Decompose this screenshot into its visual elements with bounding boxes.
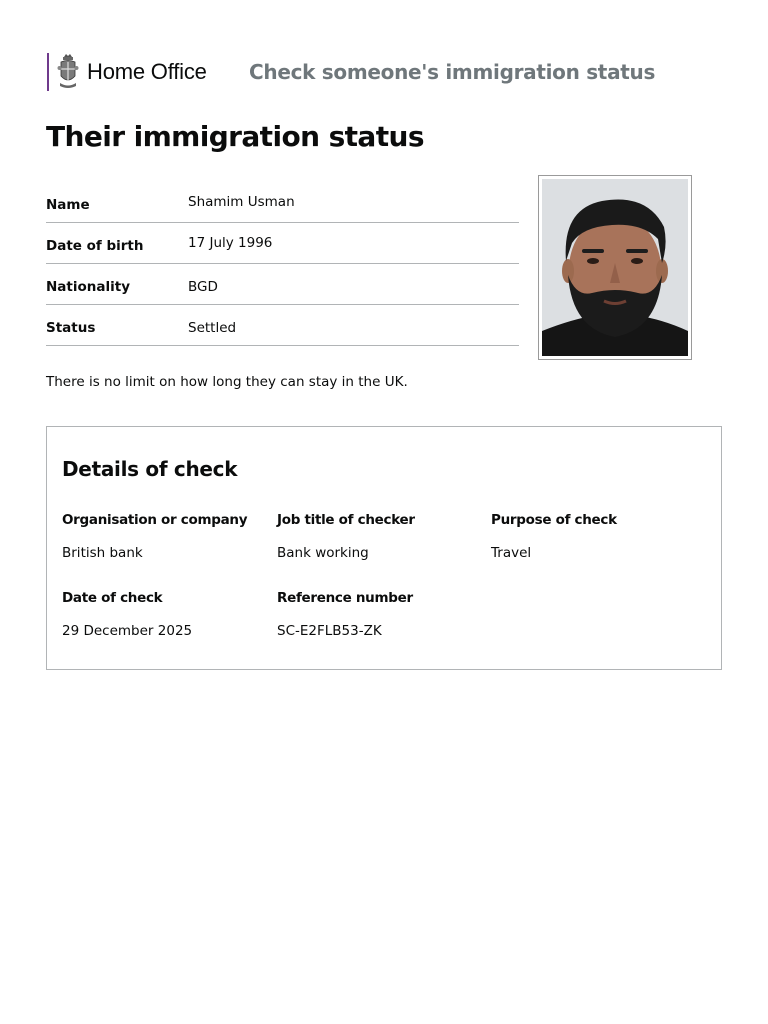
summary-key: Status <box>46 320 96 336</box>
detail-key: Purpose of check <box>491 512 617 528</box>
header <box>47 52 656 92</box>
person-photo <box>538 175 692 360</box>
summary-key: Date of birth <box>46 238 144 254</box>
detail-organisation <box>62 512 272 561</box>
home-office-logo[interactable] <box>47 53 207 91</box>
brand-name: Home Office <box>87 59 207 84</box>
detail-date-of-check <box>62 590 272 639</box>
summary-row-date-of-birth <box>46 223 519 264</box>
detail-key: Date of check <box>62 590 163 606</box>
detail-key: Organisation or company <box>62 512 248 528</box>
summary-value: BGD <box>188 279 218 295</box>
summary-row-nationality <box>46 264 519 305</box>
royal-crest-icon <box>57 54 79 90</box>
detail-job-title <box>277 512 487 561</box>
detail-value: 29 December 2025 <box>62 623 193 639</box>
summary-row-name <box>46 182 519 223</box>
details-heading: Details of check <box>62 457 238 481</box>
detail-key: Job title of checker <box>277 512 415 528</box>
detail-value: British bank <box>62 545 143 561</box>
details-of-check <box>46 426 722 670</box>
detail-value: Travel <box>491 545 532 561</box>
summary-list <box>46 182 519 346</box>
summary-value: Shamim Usman <box>188 194 295 210</box>
service-name[interactable]: Check someone's immigration status <box>249 60 656 84</box>
detail-key: Reference number <box>277 590 413 606</box>
summary-row-status <box>46 305 519 346</box>
summary-key: Name <box>46 197 90 213</box>
stay-notice: There is no limit on how long they can stay in the UK. <box>46 374 408 390</box>
summary-key: Nationality <box>46 279 130 295</box>
summary-value: Settled <box>188 320 237 336</box>
detail-value: SC-E2FLB53-ZK <box>277 623 382 639</box>
detail-purpose <box>491 512 701 561</box>
summary-value: 17 July 1996 <box>188 235 273 251</box>
detail-value: Bank working <box>277 545 369 561</box>
detail-reference-number <box>277 590 487 639</box>
page-title: Their immigration status <box>46 120 424 153</box>
person-portrait <box>542 179 688 356</box>
